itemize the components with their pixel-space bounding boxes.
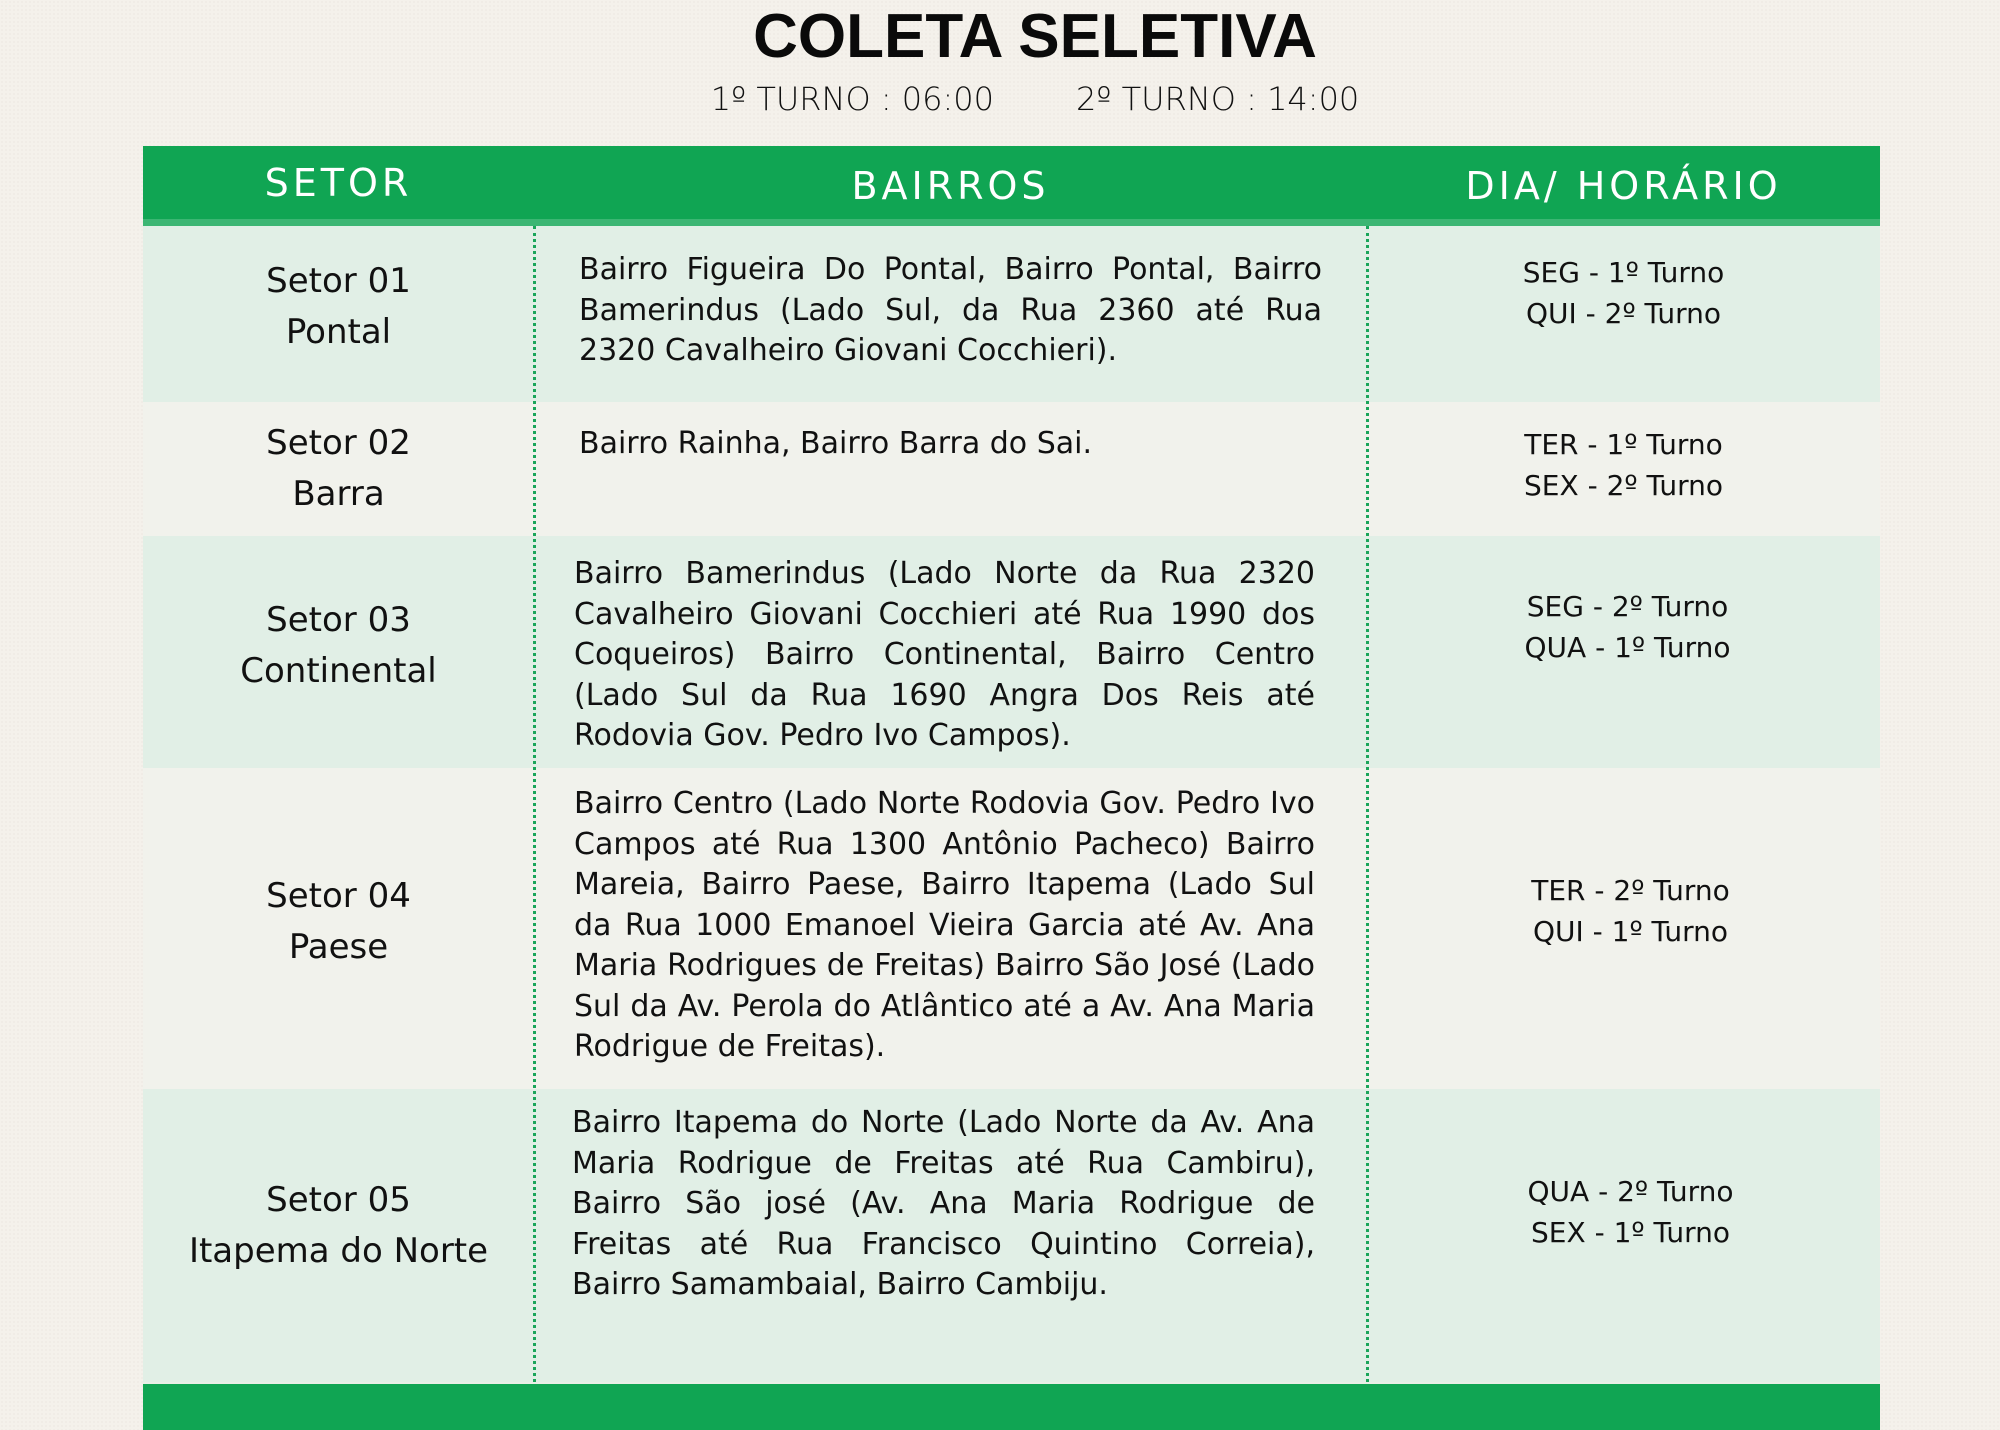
dia-cell <box>1367 768 1880 1089</box>
dia-line: SEX - 2º Turno <box>1524 469 1723 502</box>
header-setor: SETOR <box>264 160 413 205</box>
column-divider <box>1366 226 1369 1382</box>
dia-line: SEX - 1º Turno <box>1531 1216 1730 1249</box>
dia-line: SEG - 1º Turno <box>1522 256 1725 289</box>
table-row <box>143 402 1880 536</box>
setor-number: Setor 05 <box>266 1179 411 1220</box>
dia-line: QUA - 1º Turno <box>1524 631 1731 664</box>
bairros-cell: Bairro Rainha, Bairro Barra do Sai. <box>579 426 1092 461</box>
setor-cell <box>143 768 534 1089</box>
header-dia-horario: DIA/ HORÁRIO <box>1465 163 1782 208</box>
setor-number: Setor 02 <box>266 423 411 463</box>
table-footer-bar <box>143 1382 1880 1430</box>
bairros-cell: Bairro Itapema do Norte (Lado Norte da Av. Ana Maria Rodrigue de Freitas até Rua Cambiru), Bairro São josé (Av. Ana Maria Rodrigue de Freitas até Rua Francisco Quintino Correia), Bairro Samambaial, Bairro Cambiju. <box>572 1105 1315 1302</box>
shift-2-label: 2º TURNO : 14:00 <box>1076 80 1360 118</box>
dia-line: TER - 1º Turno <box>1524 428 1723 461</box>
table-row <box>143 226 1880 402</box>
setor-cell <box>143 402 534 536</box>
dia-cell <box>1367 1089 1880 1382</box>
column-divider <box>533 226 536 1382</box>
dia-cell <box>1367 226 1880 402</box>
setor-number: Setor 01 <box>266 261 411 301</box>
setor-name: Continental <box>240 651 437 691</box>
dia-line: QUI - 2º Turno <box>1525 297 1722 330</box>
dia-line: QUI - 1º Turno <box>1532 915 1729 948</box>
bairros-cell: Bairro Bamerindus (Lado Norte da Rua 2320 Cavalheiro Giovani Cocchieri até Rua 1990 dos Coqueiros) Bairro Continental, Bairro Centro (Lado Sul da Rua 1690 Angra Dos Reis até Rodovia Gov. Pedro Ivo Campos). <box>574 556 1315 753</box>
header-accent-strip <box>143 219 1880 226</box>
setor-name: Itapema do Norte <box>188 1230 489 1271</box>
schedule-table <box>143 146 1880 1428</box>
setor-name: Paese <box>288 926 389 967</box>
bairros-cell: Bairro Centro (Lado Norte Rodovia Gov. Pedro Ivo Campos até Rua 1300 Antônio Pacheco) Bairro Mareia, Bairro Paese, Bairro Itapema (Lado Sul da Rua 1000 Emanoel Vieira Garcia até Av. Ana Maria Rodrigues de Freitas) Bairro São José (Lado Sul da Av. Perola do Atlântico até a Av. Ana Maria Rodrigue de Freitas). <box>574 786 1315 1064</box>
shift-times <box>0 78 2000 120</box>
dia-cell <box>1367 536 1880 768</box>
dia-cell <box>1367 402 1880 536</box>
table-row <box>143 768 1880 1089</box>
dia-line: TER - 2º Turno <box>1531 874 1730 907</box>
setor-number: Setor 04 <box>266 875 411 916</box>
page-title: COLETA SELETIVA <box>753 2 1317 71</box>
table-row <box>143 536 1880 768</box>
header-bairros: BAIRROS <box>851 163 1050 208</box>
setor-name: Pontal <box>285 312 392 352</box>
setor-cell <box>143 536 534 768</box>
setor-number: Setor 03 <box>266 600 411 640</box>
setor-cell <box>143 226 534 402</box>
dia-line: SEG - 2º Turno <box>1526 590 1729 623</box>
shift-1-label: 1º TURNO : 06:00 <box>710 80 994 118</box>
setor-cell <box>143 1089 534 1382</box>
table-row <box>143 1089 1880 1382</box>
dia-line: QUA - 2º Turno <box>1527 1175 1734 1208</box>
bairros-cell: Bairro Figueira Do Pontal, Bairro Pontal, Bairro Bamerindus (Lado Sul, da Rua 2360 até Rua 2320 Cavalheiro Giovani Cocchieri). <box>579 252 1322 368</box>
setor-name: Barra <box>292 474 385 514</box>
table-header <box>143 146 1880 219</box>
